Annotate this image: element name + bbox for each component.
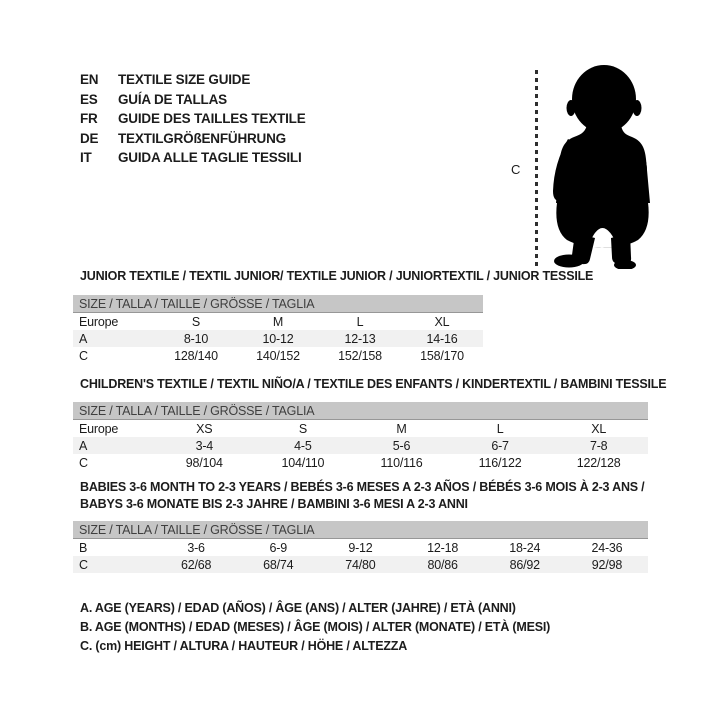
height-cell: 128/140 [174, 348, 218, 363]
row-label: C [79, 455, 88, 470]
size-cell: S [298, 421, 307, 436]
language-title: TEXTILE SIZE GUIDE [118, 72, 251, 88]
row-label: C [79, 348, 88, 363]
table-row-height [73, 556, 648, 573]
language-row-fr [80, 109, 306, 129]
legend-age-months: B. AGE (MONTHS) / EDAD (MESES) / ÂGE (MOIS) / ALTER (MONATE) / ETÀ (MESI) [80, 619, 551, 634]
language-title: GUIDE DES TAILLES TEXTILE [118, 111, 306, 127]
age-cell: 12-13 [344, 331, 376, 346]
row-label: C [79, 557, 88, 572]
language-row-en [80, 70, 306, 90]
height-cell: 116/122 [478, 455, 522, 470]
height-cell: 140/152 [256, 348, 300, 363]
height-measure-label: C [511, 162, 521, 177]
language-title: TEXTILGRÖßENFÜHRUNG [118, 130, 286, 146]
table-row-age [73, 437, 648, 454]
row-label: B [79, 540, 88, 555]
table-row-months [73, 539, 648, 556]
size-header-bar: SIZE / TALLA / TAILLE / GRÖSSE / TAGLIA [73, 402, 648, 420]
months-cell: 24-36 [591, 540, 623, 555]
age-cell: 4-5 [294, 438, 312, 453]
age-cell: 7-8 [589, 438, 608, 453]
language-row-es [80, 90, 306, 110]
table-row-height [73, 454, 648, 471]
height-cell: 92/98 [591, 557, 623, 572]
height-cell: 104/110 [281, 455, 325, 470]
language-row-de [80, 129, 306, 149]
size-cell: S [191, 314, 201, 329]
table-row-age [73, 330, 483, 347]
size-cell: L [496, 421, 504, 436]
table-row-europe [73, 420, 648, 437]
height-cell: 110/116 [380, 455, 423, 470]
size-cell: XS [196, 421, 213, 436]
height-cell: 62/68 [180, 557, 212, 572]
language-title: GUÍA DE TALLAS [118, 91, 227, 107]
language-code: EN [80, 72, 99, 88]
height-cell: 158/170 [420, 348, 464, 363]
size-cell: M [396, 421, 407, 436]
table-row-europe [73, 313, 483, 330]
age-cell: 6-7 [491, 438, 509, 453]
age-cell: 10-12 [262, 331, 294, 346]
height-cell: 86/92 [509, 557, 540, 572]
height-cell: 68/74 [263, 557, 294, 572]
section-title-junior: JUNIOR TEXTILE / TEXTIL JUNIOR/ TEXTILE JUNIOR / JUNIORTEXTIL / JUNIOR TESSILE [80, 269, 594, 283]
language-title: GUIDA ALLE TAGLIE TESSILI [118, 150, 302, 166]
age-cell: 5-6 [392, 438, 411, 453]
language-code: DE [80, 130, 99, 146]
months-cell: 18-24 [509, 540, 541, 555]
months-cell: 3-6 [187, 540, 205, 555]
age-cell: 14-16 [426, 331, 458, 346]
toddler-silhouette-icon [542, 63, 662, 269]
height-cell: 122/128 [576, 455, 621, 470]
language-code: ES [80, 91, 98, 107]
legend-age-years: A. AGE (YEARS) / EDAD (AÑOS) / ÂGE (ANS) / ALTER (JAHRE) / ETÀ (ANNI) [80, 600, 516, 615]
height-cell: 152/158 [338, 348, 382, 363]
section-title-babies-line2: BABYS 3-6 MONATE BIS 2-3 JAHRE / BAMBINI 3-6 MESI A 2-3 ANNI [80, 497, 468, 511]
language-row-it [80, 148, 306, 168]
height-measure-line [535, 70, 538, 268]
size-header-bar: SIZE / TALLA / TAILLE / GRÖSSE / TAGLIA [73, 521, 648, 539]
size-header-bar: SIZE / TALLA / TAILLE / GRÖSSE / TAGLIA [73, 295, 483, 313]
height-cell: 98/104 [185, 455, 223, 470]
height-cell: 74/80 [345, 557, 376, 572]
section-title-babies-line1: BABIES 3-6 MONTH TO 2-3 YEARS / BEBÉS 3-6 MESES A 2-3 AÑOS / BÉBÉS 3-6 MOIS À 2-3 ANS / [80, 480, 645, 494]
size-cell: M [272, 314, 284, 329]
language-code: IT [80, 150, 92, 166]
junior-size-table [73, 295, 483, 364]
row-label: Europe [79, 314, 119, 329]
size-cell: XL [434, 314, 450, 329]
height-cell: 80/86 [427, 557, 458, 572]
age-cell: 8-10 [183, 331, 209, 346]
language-code: FR [80, 111, 98, 127]
section-title-children: CHILDREN'S TEXTILE / TEXTIL NIÑO/A / TEXTILE DES ENFANTS / KINDERTEXTIL / BAMBINI TESSILE [80, 377, 667, 391]
row-label: Europe [79, 421, 119, 436]
row-label: A [79, 438, 88, 453]
row-label: A [79, 331, 88, 346]
legend [80, 598, 550, 656]
months-cell: 12-18 [427, 540, 459, 555]
months-cell: 6-9 [269, 540, 287, 555]
table-row-height [73, 347, 483, 364]
size-cell: L [356, 314, 364, 329]
legend-height-cm: C. (cm) HEIGHT / ALTURA / HAUTEUR / HÖHE / ALTEZZA [80, 638, 408, 653]
age-cell: 3-4 [195, 438, 214, 453]
size-cell: XL [591, 421, 607, 436]
language-list [80, 70, 306, 168]
babies-size-table [73, 521, 648, 573]
months-cell: 9-12 [348, 540, 373, 555]
children-size-table [73, 402, 648, 471]
